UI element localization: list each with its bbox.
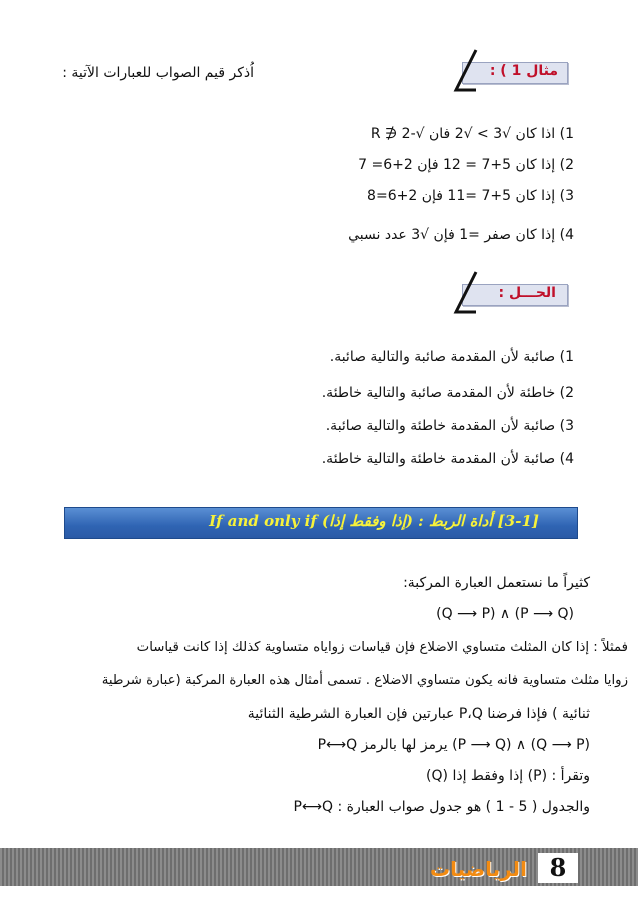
- item-number: 2): [559, 385, 574, 401]
- solution-item-2: [322, 385, 574, 401]
- example-item-3: [367, 188, 574, 204]
- body-paragraph-line-1: فمثلاً : إذا كان المثلث متساوي الاضلاع فإن قياسات زواياه متساوية كذلك إذا كانت قياسات: [136, 640, 628, 655]
- item-text: صائبة لأن المقدمة صائبة والتالية صائبة.: [329, 349, 556, 365]
- item-number: 4): [559, 227, 574, 243]
- label-bracket-icon: [448, 46, 478, 102]
- item-number: 1): [559, 349, 574, 365]
- item-number: 2): [559, 157, 574, 173]
- label-bracket-icon: [448, 268, 478, 324]
- item-number: 4): [559, 451, 574, 467]
- section-banner: [64, 507, 578, 539]
- table-reference: والجدول ( 5 - 1 ) هو جدول صواب العبارة : P⟷Q: [293, 799, 590, 815]
- formula-1: (Q ⟶ P) ∧ (P ⟶ Q): [436, 606, 574, 622]
- example-item-2: [358, 157, 574, 173]
- body-paragraph-line-2: زوايا مثلث متساوية فانه يكون متساوي الاضلاع . تسمى أمثال هذه العبارة المركبة (عبارة شرطية: [101, 673, 628, 688]
- reading-line: وتقرأ : (P) إذا وفقط إذا (Q): [426, 768, 590, 784]
- item-number: 3): [559, 418, 574, 434]
- item-text: صائبة لأن المقدمة خاطئة والتالية خاطئة.: [321, 451, 556, 467]
- solution-item-4: [322, 451, 574, 467]
- body-paragraph-line-3: ثنائية ) فإذا فرضنا P،Q عبارتين فإن العبارة الشرطية الثنائية: [247, 706, 590, 722]
- item-number: 3): [559, 188, 574, 204]
- example-instruction: اُذكر قيم الصواب للعبارات الآتية :: [62, 65, 254, 81]
- solution-label: الحـــل :: [498, 285, 556, 301]
- solution-item-1: [330, 349, 574, 365]
- item-text: خاطئة لأن المقدمة صائبة والتالية خاطئة.: [321, 385, 556, 401]
- example-label: مثال 1 ) :: [489, 63, 558, 79]
- example-item-4: [348, 227, 574, 243]
- formula-2: (Q ⟶ P) ∧ (P ⟶ Q) يرمز لها بالرمز P⟷Q: [317, 737, 590, 753]
- item-text: إذا كان 5+7 = 12 فإن 2+6= 7: [358, 157, 556, 173]
- footer-title: الرياضيات: [430, 857, 527, 881]
- item-text: صائبة لأن المقدمة خاطئة والتالية صائبة.: [325, 418, 556, 434]
- item-text: إذا كان صفر =1 فإن √3 عدد نسبي: [348, 227, 556, 243]
- item-text: اذا كان √3 > √2 فان √-2 ∉ R: [370, 126, 556, 142]
- section-title: [3-1] أداة الربط : (إذا وفقط إذا) If and only if: [209, 512, 539, 530]
- body-intro: كثيراً ما نستعمل العبارة المركبة:: [403, 575, 590, 591]
- item-text: إذا كان 5+7 =11 فإن 2+6=8: [367, 188, 556, 204]
- page-number: 8: [538, 853, 578, 883]
- solution-item-3: [326, 418, 574, 434]
- example-item-1: [371, 126, 574, 142]
- item-number: 1): [559, 126, 574, 142]
